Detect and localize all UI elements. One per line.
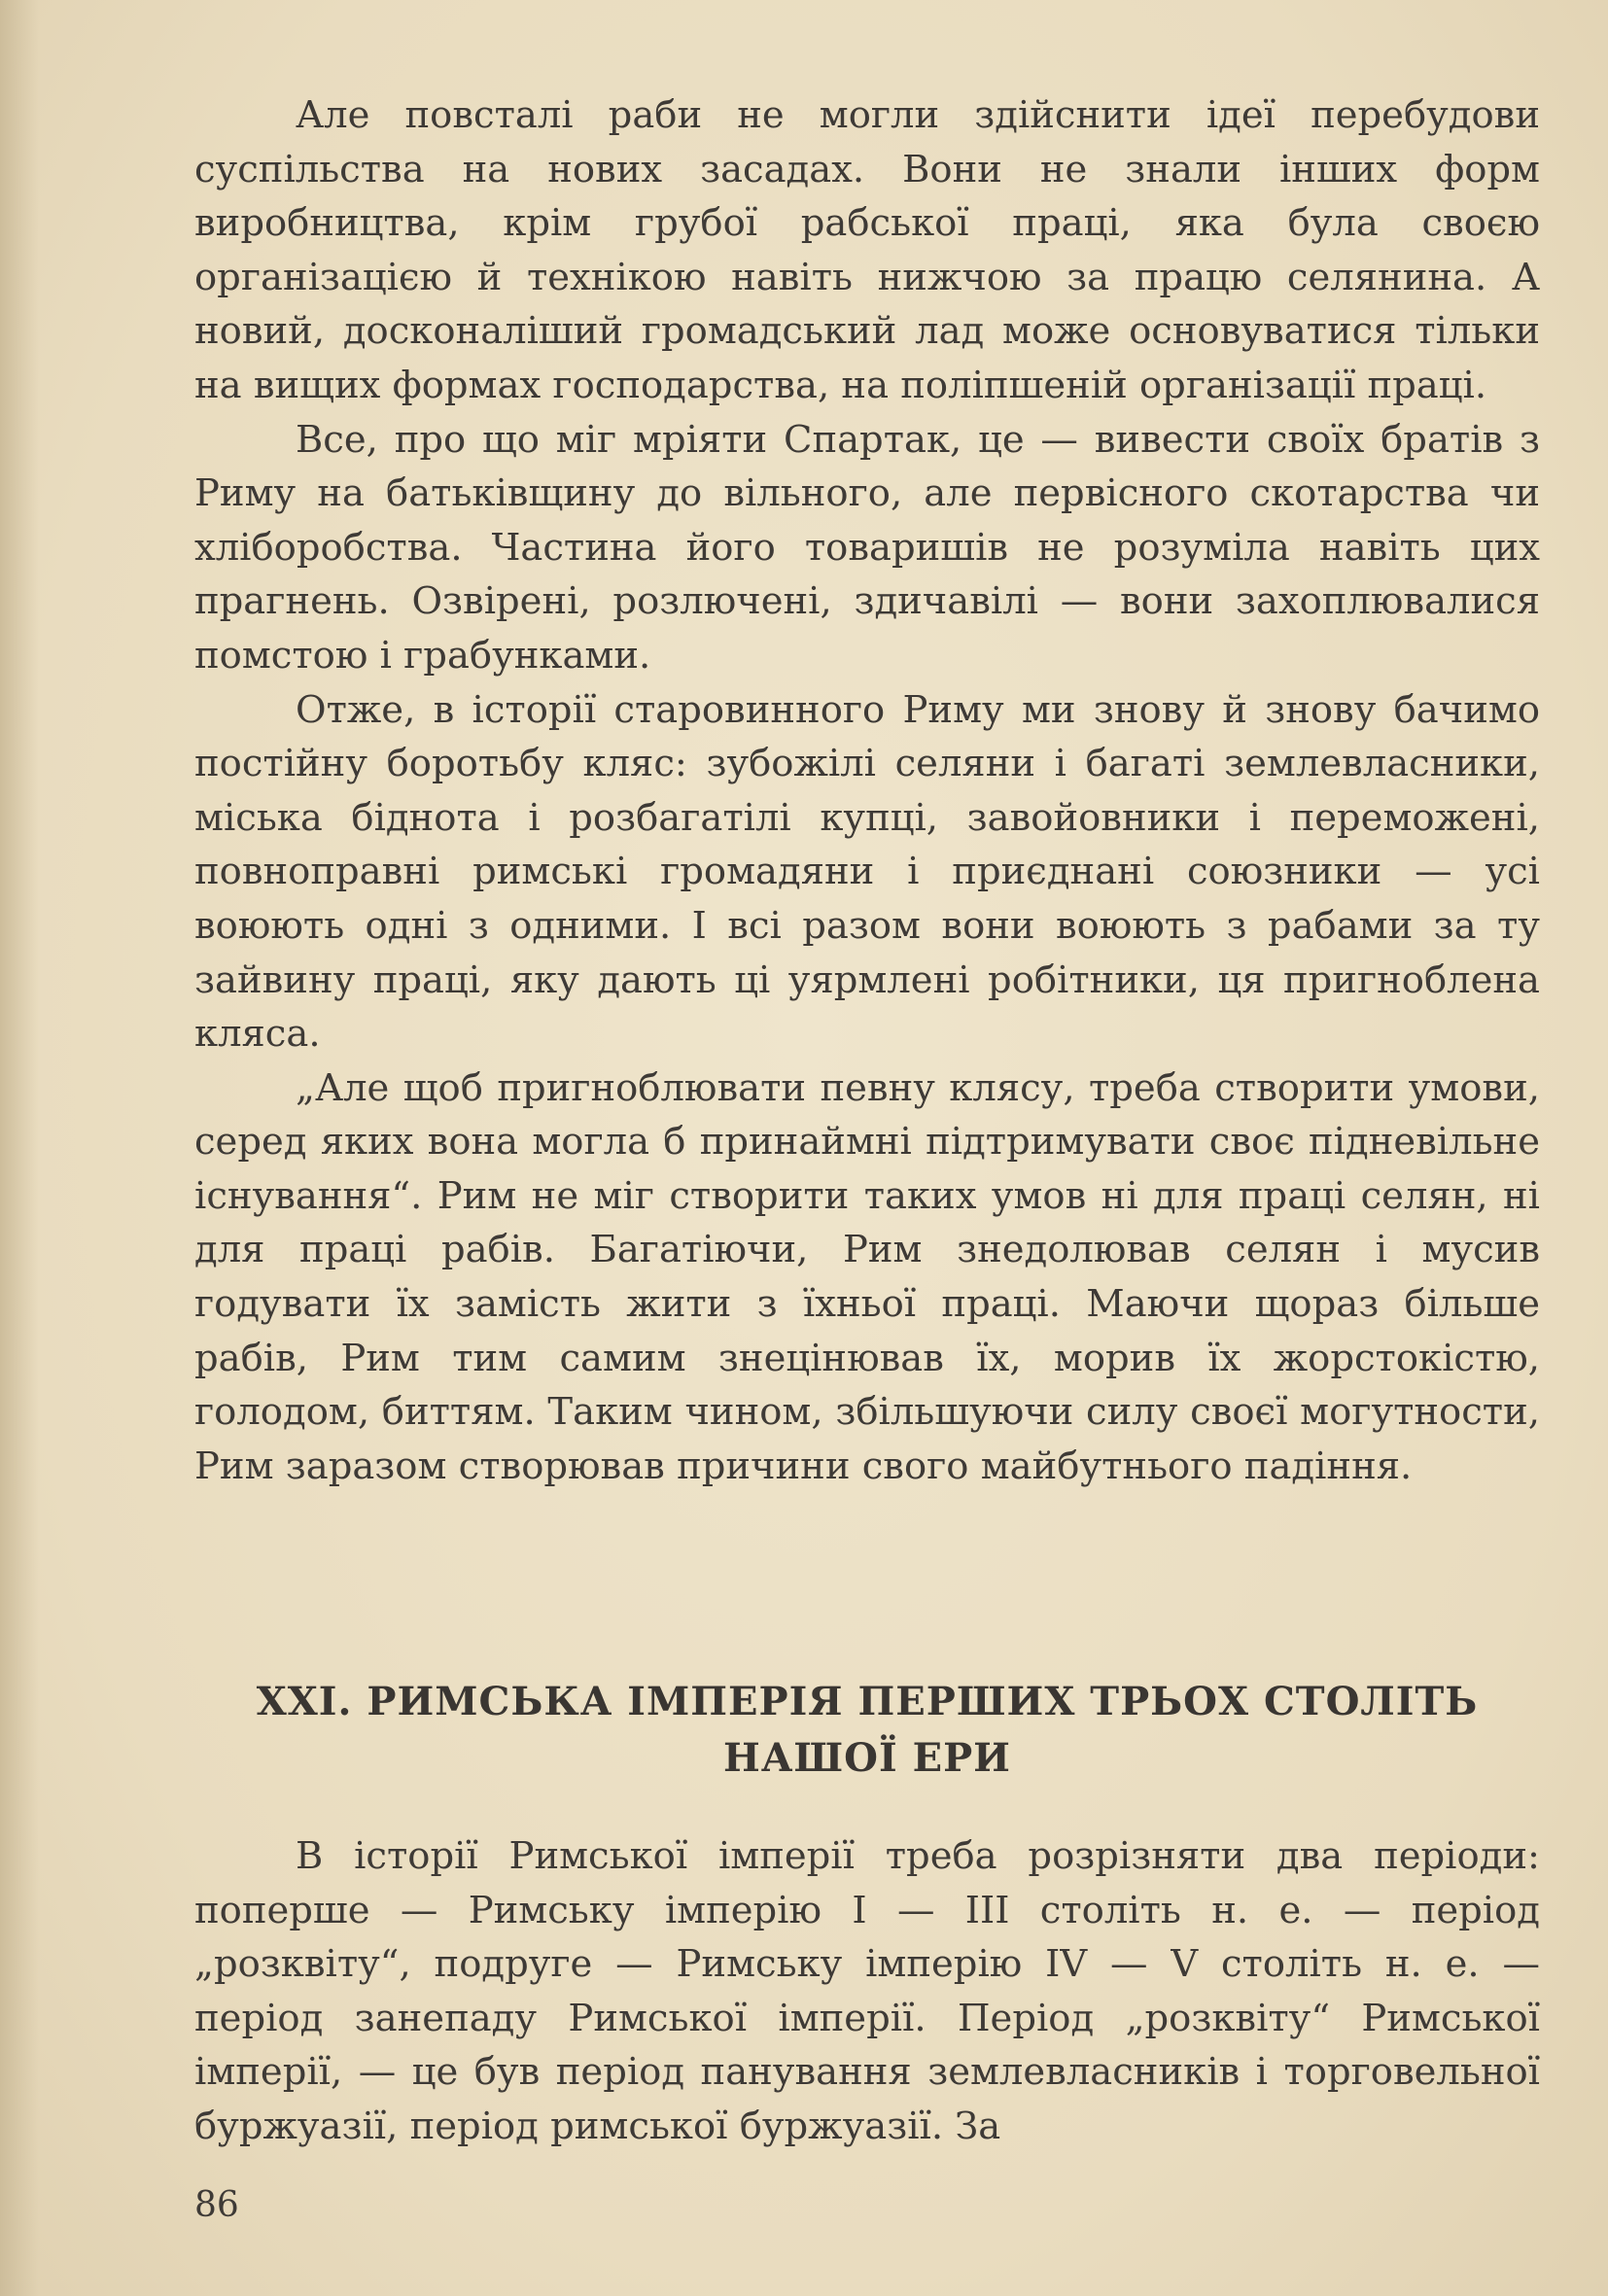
chapter-heading-line-1: XXI. РИМСЬКА ІМПЕРІЯ ПЕРШИХ ТРЬОХ СТОЛІТЬ xyxy=(256,1679,1479,1724)
paragraph-5: В історії Римської імперії треба розрізняти два періоди: поперше — Римську імперію I — III століть н. е. — період „розквіту“, подруге — Римську імперію IV — V століть н. е. — період занепаду Римської імперії. Період „розквіту“ Римської імперії, — це був період панування землевласників і торговельної буржуазії, період римської буржуазії. За xyxy=(194,1834,1540,2148)
paragraph-4: „Але щоб пригноблювати певну клясу, треба створити умови, серед яких вона могла б принаймні підтримувати своє підневільне існування“. Рим не міг створити таких умов ні для праці селян, ні для праці рабів. Багатіючи, Рим знедолював селян і мусив годувати їх замість жити з їхньої праці. Маючи щораз більше рабів, Рим тим самим знецінював їх, морив їх жорстокістю, голодом, биттям. Таким чином, збільшуючи силу своєї могутности, Рим заразом створював причини свого майбутнього падіння. xyxy=(194,1065,1540,1488)
page-gutter-shadow xyxy=(0,0,39,2296)
paragraph-2: Все, про що міг мріяти Спартак, це — вивести своїх братів з Риму на батьківщину до вільного, але первісного скотарства чи хліборобства. Частина його товаришів не розуміла навіть цих прагнень. Озвірені, розлючені, здичавілі — вони захоплювалися помстою і грабунками. xyxy=(194,417,1540,678)
paragraph-1: Але повсталі раби не могли здійснити ідеї перебудови суспільства на нових засадах. Вони не знали інших форм виробництва, крім грубої рабської праці, яка була своєю організацією й технікою навіть нижчою за працю селянина. А новий, досконаліший громадський лад може основуватися тільки на вищих формах господарства, на поліпшеній організації праці. xyxy=(194,93,1540,407)
page-number: 86 xyxy=(194,2185,239,2225)
chapter-heading xyxy=(194,1674,1540,1787)
body-text-bottom xyxy=(194,1829,1540,2154)
body-text-top xyxy=(194,88,1540,1493)
paragraph-3: Отже, в історії старовинного Риму ми знову й знову бачимо постійну боротьбу кляс: зубожілі селяни і багаті землевласники, міська біднота і розбагатілі купці, завойовники і переможені, повноправні римські громадяни і приєднані союзники — усі воюють одні з одними. І всі разом вони воюють з рабами за ту зайвину праці, яку дають ці уярмлені робітники, ця пригноблена кляса. xyxy=(194,687,1540,1057)
chapter-heading-line-2: НАШОЇ ЕРИ xyxy=(723,1735,1011,1781)
